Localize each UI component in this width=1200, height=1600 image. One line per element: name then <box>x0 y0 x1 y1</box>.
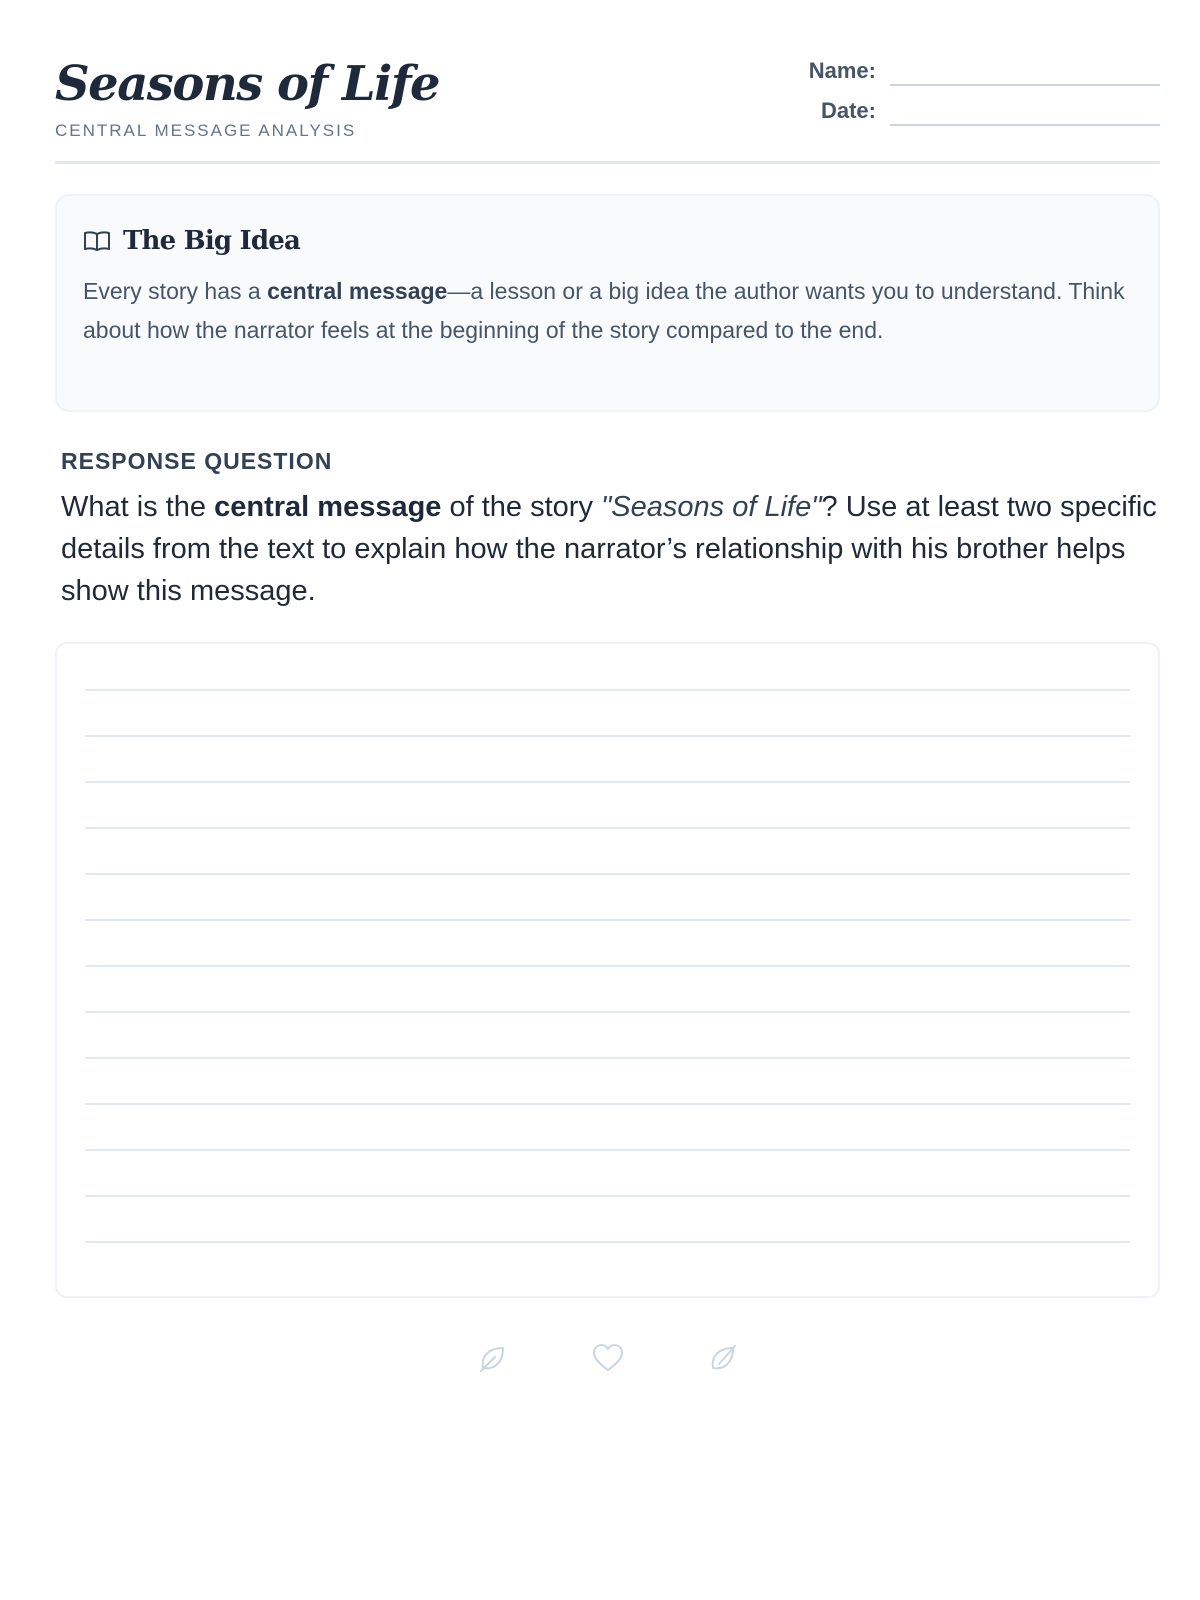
question-part3: ? Use at least two specific details from the text to explain how the narrator’s relationship with his brother helps show this message. <box>61 491 1157 607</box>
name-label: Name: <box>808 58 876 83</box>
date-input-line[interactable] <box>890 96 1160 126</box>
question-part2: of the story <box>441 491 602 523</box>
big-idea-text-part2: —a lesson or a big idea the author wants you to understand. Think about how the narrator feels at the beginning of the story compared to the end. <box>83 278 1125 343</box>
big-idea-title: The Big Idea <box>123 226 301 256</box>
answer-line <box>85 1011 1130 1013</box>
answer-line <box>85 1195 1130 1197</box>
response-question-label: RESPONSE QUESTION <box>61 448 333 474</box>
question-bold: central message <box>214 491 442 523</box>
answer-line <box>85 1241 1130 1243</box>
answer-line <box>85 1103 1130 1105</box>
answer-line <box>85 873 1130 875</box>
name-input-line[interactable] <box>890 56 1160 86</box>
name-field <box>800 56 1160 86</box>
date-field <box>800 96 1160 126</box>
answer-line <box>85 965 1130 967</box>
page-subtitle: CENTRAL MESSAGE ANALYSIS <box>55 121 357 140</box>
big-idea-text <box>83 272 1143 350</box>
big-idea-heading <box>83 226 300 256</box>
big-idea-text-part1: Every story has a <box>83 278 268 304</box>
question-story-title: "Seasons of Life" <box>601 491 822 523</box>
date-label: Date: <box>820 98 876 123</box>
heart-icon <box>590 1340 626 1376</box>
big-idea-text-bold: central message <box>267 278 448 304</box>
response-question-text <box>61 486 1161 612</box>
answer-line <box>85 1149 1130 1151</box>
page-title: Seasons of Life <box>55 56 440 112</box>
answer-line <box>85 689 1130 691</box>
big-idea-card <box>55 194 1160 412</box>
answer-line <box>85 735 1130 737</box>
footer-decoration <box>55 1340 1160 1380</box>
open-book-icon <box>83 229 111 253</box>
answer-line <box>85 919 1130 921</box>
answer-line <box>85 1057 1130 1059</box>
answer-writing-area[interactable] <box>55 642 1160 1298</box>
answer-line <box>85 781 1130 783</box>
leaf-icon <box>475 1340 511 1376</box>
leaf-icon <box>705 1340 741 1376</box>
question-part1: What is the <box>61 491 215 523</box>
worksheet-header <box>55 52 1160 164</box>
answer-line <box>85 827 1130 829</box>
